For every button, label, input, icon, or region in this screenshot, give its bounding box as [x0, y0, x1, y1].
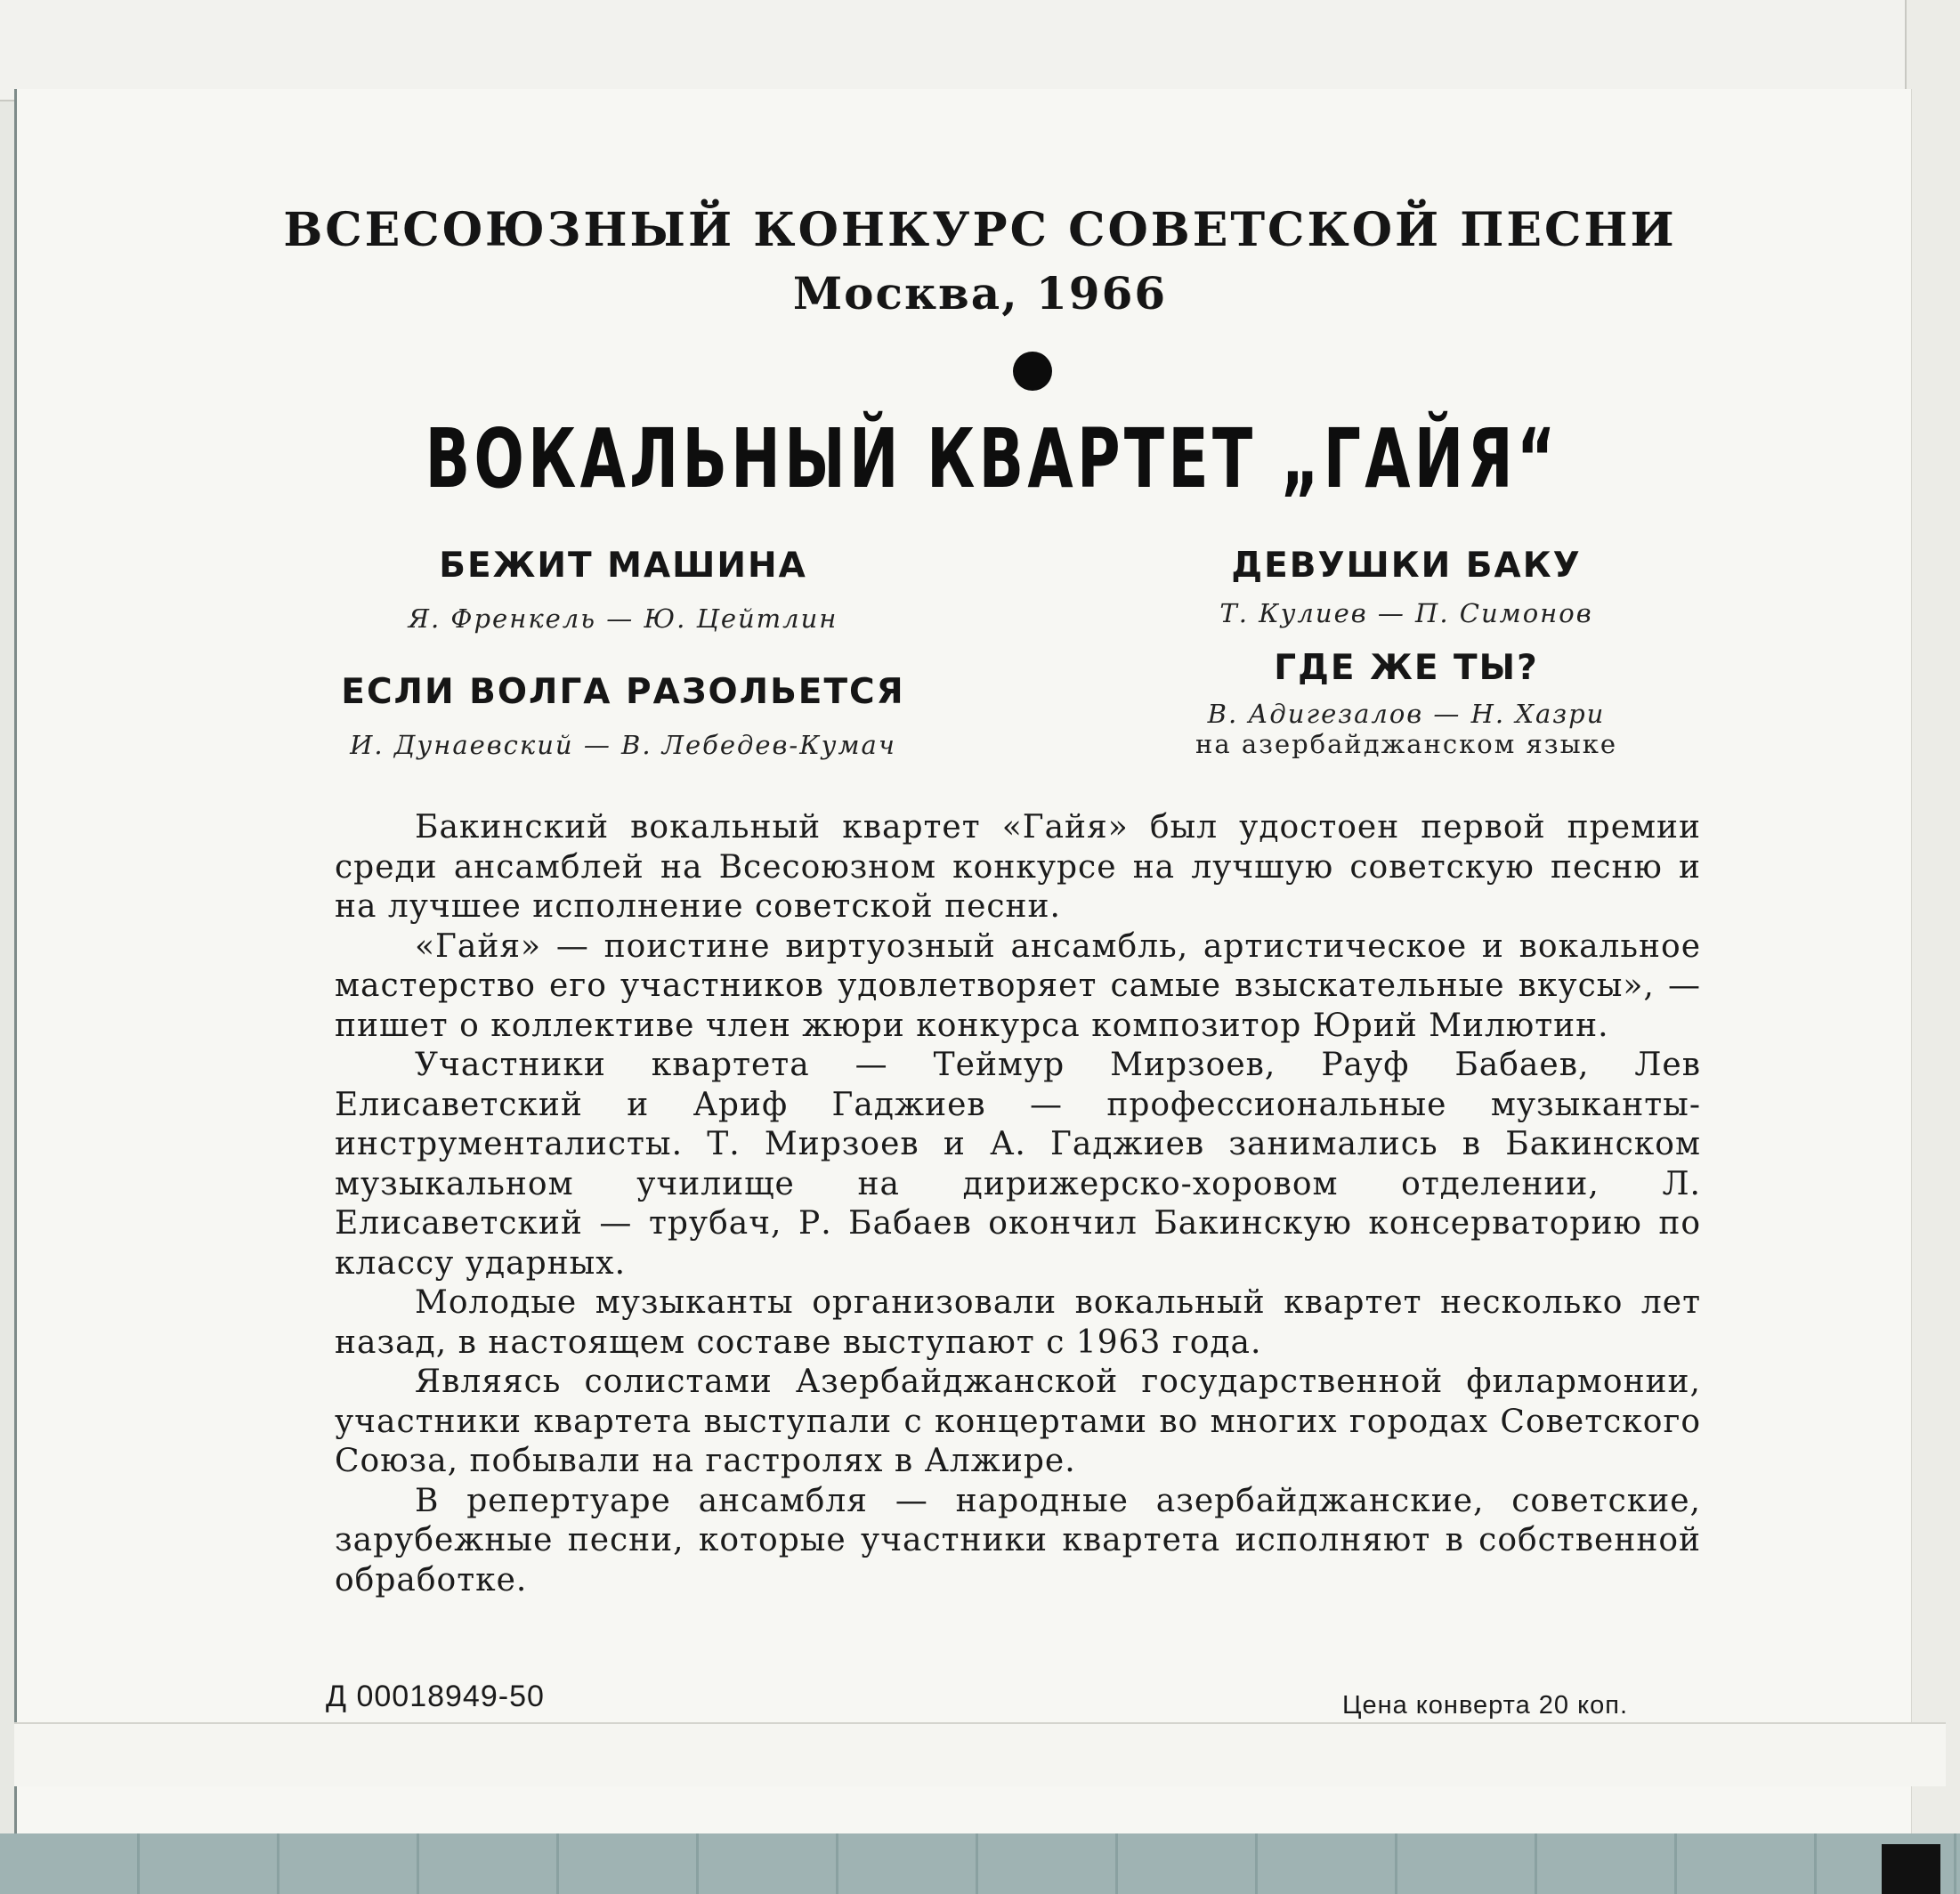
song-note: на азербайджанском языке [1195, 729, 1617, 759]
song-item [356, 546, 890, 634]
sleeve-back-flap [0, 0, 1960, 101]
song-title: ЕСЛИ ВОЛГА РАЗОЛЬЕТСЯ [341, 672, 905, 712]
song-credits: Т. Кулиев — П. Симонов [1219, 598, 1593, 628]
paragraph: Являясь солистами Азербайджанской государственной филармонии, участники квартета выступали с концертами во многих городах Советского Союза, побывали на гастролях в Алжире. [335, 1364, 1701, 1479]
bullet-dot [1013, 352, 1052, 391]
paragraph: Молодые музыканты организовали вокальный квартет несколько лет назад, в настоящем составе выступают с 1963 года. [335, 1284, 1701, 1361]
paragraph: Бакинский вокальный квартет «Гайя» был удостоен первой премии среди ансамблей на Всесоюзном конкурсе на лучшую советскую песню и на лучшее исполнение советской песни. [335, 809, 1701, 925]
song-credits: И. Дунаевский — В. Лебедев-Кумач [350, 730, 896, 760]
song-title: ДЕВУШКИ БАКУ [1231, 546, 1582, 586]
song-title: ГДЕ ЖЕ ТЫ? [1274, 648, 1539, 688]
song-credits: В. Адигезалов — Н. Хазри [1207, 699, 1606, 729]
song-item [303, 672, 944, 760]
catalog-number: Д 00018949-50 [326, 1680, 545, 1713]
band-pattern [0, 1833, 1960, 1894]
price-label: Цена конверта 20 коп. [1342, 1691, 1628, 1720]
song-credits: Я. Френкель — Ю. Цейтлин [408, 603, 838, 634]
paragraph: Участники квартета — Теймур Мирзоев, Рауф Бабаев, Лев Елисаветский и Ариф Гаджиев — профессиональные музыканты-инструменталисты. Т. Мирзоев и А. Гаджиев занимались в Бакинском музыкальном училище на дирижерско-хоровом отделении, Л. Елисаветский — трубач, Р. Бабаев окончил Бакинскую консерваторию по классу ударных. [335, 1047, 1701, 1282]
song-item [1166, 648, 1647, 759]
contest-title: ВСЕСОЮЗНЫЙ КОНКУРС СОВЕТСКОЙ ПЕСНИ [283, 203, 1677, 257]
band-black-block [1882, 1844, 1940, 1894]
liner-notes [335, 808, 1701, 1600]
sleeve-bottom-band [0, 1833, 1960, 1894]
contest-subtitle: Москва, 1966 [792, 267, 1168, 320]
sleeve-lower-strip [14, 1722, 1946, 1786]
ensemble-title: ВОКАЛЬНЫЙ КВАРТЕТ „ГАЙЯ“ [425, 411, 1559, 506]
paragraph: В репертуаре ансамбля — народные азербайджанские, советские, зарубежные песни, которые участники квартета исполняют в собственной обработке. [335, 1482, 1701, 1599]
paragraph: «Гайя» — поистине виртуозный ансамбль, артистическое и вокальное мастерство его участников удовлетворяет самые взыскательные вкусы», — пишет о коллективе член жюри конкурса композитор Юрий Милютин. [335, 927, 1701, 1044]
song-title: БЕЖИТ МАШИНА [439, 546, 807, 586]
song-item [1184, 546, 1629, 628]
